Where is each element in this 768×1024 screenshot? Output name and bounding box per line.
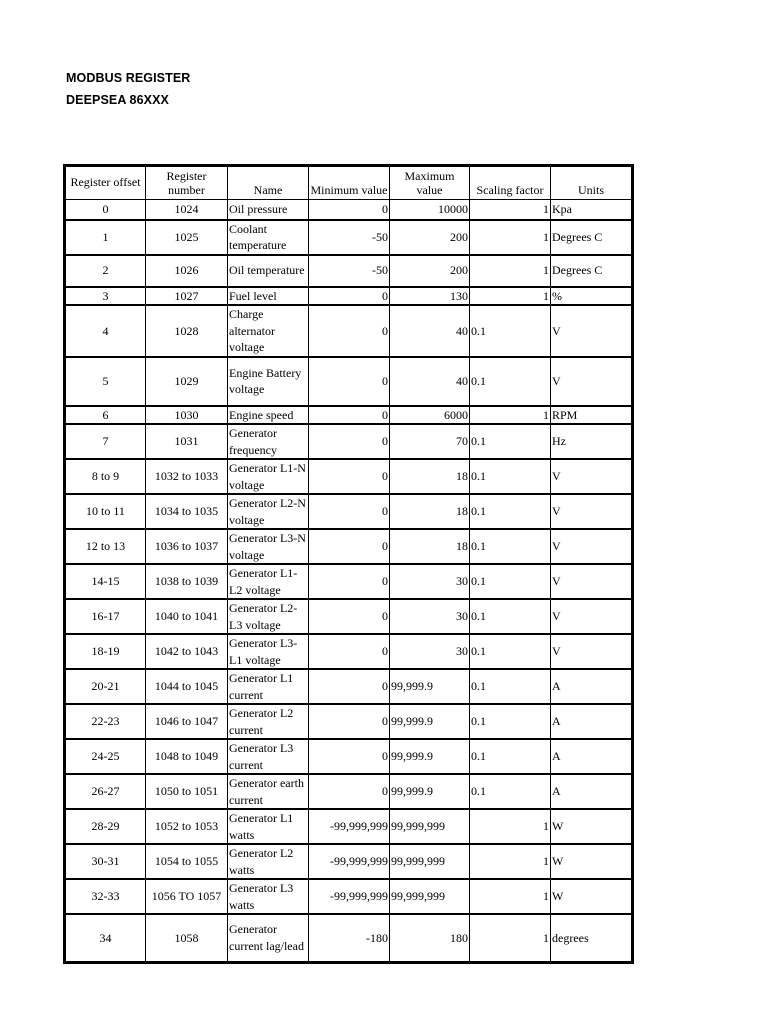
cell-name: Charge alternator voltage: [228, 305, 309, 357]
cell-minimum-value: 0: [309, 564, 390, 599]
cell-scaling-factor: 0.1: [470, 529, 551, 564]
cell-maximum-value: 18: [390, 494, 470, 529]
cell-scaling-factor: 0.1: [470, 305, 551, 357]
cell-units: W: [551, 879, 633, 914]
table-row: [65, 634, 633, 669]
cell-register-offset: 12 to 13: [65, 529, 146, 564]
cell-scaling-factor: 0.1: [470, 739, 551, 774]
cell-units: Degrees C: [551, 255, 633, 287]
cell-name: Generator L3-L1 voltage: [228, 634, 309, 669]
cell-register-number: 1038 to 1039: [146, 564, 228, 599]
cell-register-offset: 14-15: [65, 564, 146, 599]
cell-register-offset: 1: [65, 220, 146, 255]
cell-register-offset: 18-19: [65, 634, 146, 669]
cell-minimum-value: 0: [309, 305, 390, 357]
cell-register-number: 1028: [146, 305, 228, 357]
cell-register-offset: 34: [65, 914, 146, 962]
table-row: [65, 844, 633, 879]
cell-maximum-value: 70: [390, 424, 470, 459]
cell-scaling-factor: 1: [470, 844, 551, 879]
cell-register-number: 1056 TO 1057: [146, 879, 228, 914]
cell-register-number: 1046 to 1047: [146, 704, 228, 739]
cell-register-offset: 32-33: [65, 879, 146, 914]
cell-maximum-value: 130: [390, 287, 470, 306]
cell-minimum-value: 0: [309, 200, 390, 220]
cell-units: A: [551, 774, 633, 809]
table-row: [65, 564, 633, 599]
cell-units: V: [551, 634, 633, 669]
table-header-row: [65, 166, 633, 200]
cell-units: Hz: [551, 424, 633, 459]
cell-maximum-value: 30: [390, 564, 470, 599]
header-scaling-factor: Scaling factor: [470, 166, 551, 200]
cell-name: Generator L1-L2 voltage: [228, 564, 309, 599]
cell-name: Generator frequency: [228, 424, 309, 459]
cell-register-offset: 5: [65, 357, 146, 406]
table-row: [65, 200, 633, 220]
cell-minimum-value: 0: [309, 424, 390, 459]
cell-register-offset: 24-25: [65, 739, 146, 774]
cell-name: Generator L2 current: [228, 704, 309, 739]
cell-minimum-value: 0: [309, 774, 390, 809]
header-register-offset: Register offset: [65, 166, 146, 200]
table-row: [65, 739, 633, 774]
cell-minimum-value: 0: [309, 669, 390, 704]
cell-scaling-factor: 1: [470, 220, 551, 255]
table-row: [65, 669, 633, 704]
cell-register-number: 1052 to 1053: [146, 809, 228, 844]
cell-register-number: 1024: [146, 200, 228, 220]
cell-name: Generator L1 watts: [228, 809, 309, 844]
document-title: MODBUS REGISTER: [66, 71, 191, 85]
table-row: [65, 494, 633, 529]
cell-scaling-factor: 1: [470, 809, 551, 844]
cell-register-number: 1036 to 1037: [146, 529, 228, 564]
cell-name: Generator L3-N voltage: [228, 529, 309, 564]
cell-units: A: [551, 739, 633, 774]
cell-minimum-value: -99,999,999: [309, 879, 390, 914]
cell-minimum-value: -99,999,999: [309, 809, 390, 844]
cell-register-offset: 6: [65, 406, 146, 425]
cell-register-offset: 20-21: [65, 669, 146, 704]
document-subtitle: DEEPSEA 86XXX: [66, 93, 169, 107]
cell-name: Generator L3 current: [228, 739, 309, 774]
cell-maximum-value: 99,999,999: [390, 809, 470, 844]
header-units: Units: [551, 166, 633, 200]
cell-name: Oil pressure: [228, 200, 309, 220]
cell-register-offset: 30-31: [65, 844, 146, 879]
cell-register-offset: 7: [65, 424, 146, 459]
cell-name: Generator L2-N voltage: [228, 494, 309, 529]
cell-name: Fuel level: [228, 287, 309, 306]
cell-name: Generator L1-N voltage: [228, 459, 309, 494]
cell-units: degrees: [551, 914, 633, 962]
header-maximum-value: Maximum value: [390, 166, 470, 200]
cell-maximum-value: 6000: [390, 406, 470, 425]
cell-maximum-value: 99,999.9: [390, 704, 470, 739]
cell-minimum-value: 0: [309, 634, 390, 669]
cell-name: Oil temperature: [228, 255, 309, 287]
cell-scaling-factor: 0.1: [470, 599, 551, 634]
cell-maximum-value: 40: [390, 357, 470, 406]
table-row: [65, 879, 633, 914]
cell-maximum-value: 180: [390, 914, 470, 962]
cell-register-number: 1040 to 1041: [146, 599, 228, 634]
cell-scaling-factor: 1: [470, 914, 551, 962]
cell-scaling-factor: 1: [470, 879, 551, 914]
cell-maximum-value: 99,999,999: [390, 879, 470, 914]
cell-minimum-value: 0: [309, 494, 390, 529]
cell-minimum-value: 0: [309, 704, 390, 739]
cell-maximum-value: 30: [390, 634, 470, 669]
cell-minimum-value: -99,999,999: [309, 844, 390, 879]
cell-units: A: [551, 669, 633, 704]
cell-register-offset: 4: [65, 305, 146, 357]
cell-register-number: 1048 to 1049: [146, 739, 228, 774]
cell-register-offset: 2: [65, 255, 146, 287]
table-row: [65, 357, 633, 406]
table-row: [65, 424, 633, 459]
table-row: [65, 529, 633, 564]
cell-minimum-value: 0: [309, 287, 390, 306]
cell-units: RPM: [551, 406, 633, 425]
table-row: [65, 287, 633, 306]
cell-register-offset: 16-17: [65, 599, 146, 634]
cell-scaling-factor: 0.1: [470, 424, 551, 459]
table-row: [65, 704, 633, 739]
cell-minimum-value: 0: [309, 357, 390, 406]
cell-scaling-factor: 0.1: [470, 774, 551, 809]
cell-units: V: [551, 494, 633, 529]
cell-register-number: 1054 to 1055: [146, 844, 228, 879]
table-row: [65, 459, 633, 494]
table-row: [65, 220, 633, 255]
cell-scaling-factor: 1: [470, 406, 551, 425]
cell-scaling-factor: 0.1: [470, 669, 551, 704]
table-row: [65, 255, 633, 287]
cell-name: Generator L2-L3 voltage: [228, 599, 309, 634]
cell-units: W: [551, 844, 633, 879]
cell-units: %: [551, 287, 633, 306]
cell-register-number: 1058: [146, 914, 228, 962]
cell-units: V: [551, 529, 633, 564]
cell-register-number: 1030: [146, 406, 228, 425]
cell-minimum-value: -180: [309, 914, 390, 962]
cell-units: V: [551, 564, 633, 599]
cell-name: Generator L1 current: [228, 669, 309, 704]
cell-maximum-value: 10000: [390, 200, 470, 220]
cell-register-offset: 28-29: [65, 809, 146, 844]
cell-name: Engine Battery voltage: [228, 357, 309, 406]
cell-register-number: 1029: [146, 357, 228, 406]
cell-maximum-value: 30: [390, 599, 470, 634]
cell-maximum-value: 18: [390, 459, 470, 494]
cell-scaling-factor: 0.1: [470, 357, 551, 406]
cell-register-offset: 0: [65, 200, 146, 220]
cell-register-number: 1025: [146, 220, 228, 255]
cell-maximum-value: 99,999.9: [390, 774, 470, 809]
cell-register-number: 1044 to 1045: [146, 669, 228, 704]
cell-scaling-factor: 1: [470, 200, 551, 220]
cell-register-number: 1027: [146, 287, 228, 306]
modbus-register-table: [63, 164, 634, 964]
cell-units: A: [551, 704, 633, 739]
cell-register-number: 1031: [146, 424, 228, 459]
table-row: [65, 305, 633, 357]
cell-scaling-factor: 0.1: [470, 704, 551, 739]
cell-scaling-factor: 1: [470, 287, 551, 306]
cell-maximum-value: 40: [390, 305, 470, 357]
cell-scaling-factor: 1: [470, 255, 551, 287]
cell-name: Generator L2 watts: [228, 844, 309, 879]
cell-scaling-factor: 0.1: [470, 634, 551, 669]
cell-scaling-factor: 0.1: [470, 564, 551, 599]
table-row: [65, 406, 633, 425]
cell-name: Generator current lag/lead: [228, 914, 309, 962]
cell-units: Degrees C: [551, 220, 633, 255]
table-row: [65, 599, 633, 634]
cell-maximum-value: 200: [390, 255, 470, 287]
cell-maximum-value: 99,999.9: [390, 739, 470, 774]
cell-minimum-value: -50: [309, 255, 390, 287]
cell-name: Generator earth current: [228, 774, 309, 809]
cell-minimum-value: -50: [309, 220, 390, 255]
cell-name: Generator L3 watts: [228, 879, 309, 914]
cell-minimum-value: 0: [309, 406, 390, 425]
cell-register-offset: 22-23: [65, 704, 146, 739]
header-minimum-value: Minimum value: [309, 166, 390, 200]
cell-units: Kpa: [551, 200, 633, 220]
cell-units: V: [551, 357, 633, 406]
cell-scaling-factor: 0.1: [470, 494, 551, 529]
cell-register-number: 1032 to 1033: [146, 459, 228, 494]
cell-register-number: 1026: [146, 255, 228, 287]
cell-name: Engine speed: [228, 406, 309, 425]
cell-register-offset: 3: [65, 287, 146, 306]
cell-register-offset: 10 to 11: [65, 494, 146, 529]
cell-maximum-value: 99,999.9: [390, 669, 470, 704]
cell-units: V: [551, 599, 633, 634]
cell-minimum-value: 0: [309, 459, 390, 494]
cell-units: W: [551, 809, 633, 844]
header-name: Name: [228, 166, 309, 200]
cell-maximum-value: 18: [390, 529, 470, 564]
cell-maximum-value: 99,999,999: [390, 844, 470, 879]
header-register-number: Register number: [146, 166, 228, 200]
cell-maximum-value: 200: [390, 220, 470, 255]
table-row: [65, 809, 633, 844]
cell-minimum-value: 0: [309, 529, 390, 564]
cell-register-offset: 8 to 9: [65, 459, 146, 494]
cell-units: V: [551, 305, 633, 357]
table-row: [65, 914, 633, 962]
table-row: [65, 774, 633, 809]
cell-minimum-value: 0: [309, 599, 390, 634]
cell-scaling-factor: 0.1: [470, 459, 551, 494]
cell-units: V: [551, 459, 633, 494]
cell-register-number: 1050 to 1051: [146, 774, 228, 809]
cell-register-offset: 26-27: [65, 774, 146, 809]
cell-register-number: 1034 to 1035: [146, 494, 228, 529]
cell-register-number: 1042 to 1043: [146, 634, 228, 669]
cell-name: Coolant temperature: [228, 220, 309, 255]
cell-minimum-value: 0: [309, 739, 390, 774]
